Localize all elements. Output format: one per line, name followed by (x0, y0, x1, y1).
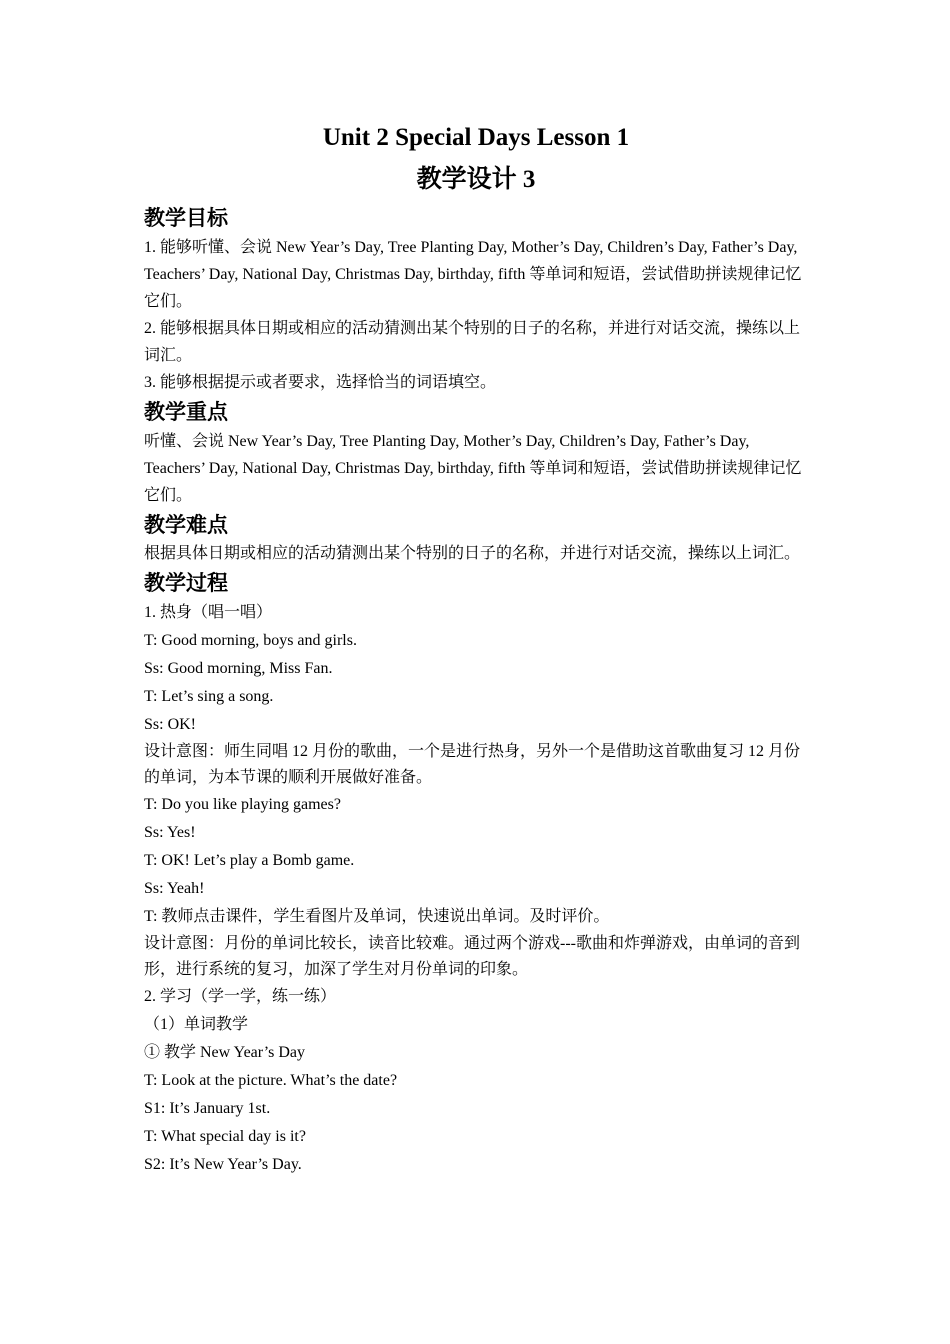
document-title: Unit 2 Special Days Lesson 1 (322, 124, 630, 151)
process-line: （1）单词教学 (144, 1016, 249, 1033)
process-line: Ss: Good morning, Miss Fan. (144, 660, 333, 677)
heading-objectives: 教学目标 (144, 206, 228, 230)
difficulties-text: 根据具体日期或相应的活动猜测出某个特别的日子的名称，并进行对话交流，操练以上词汇。 (144, 545, 801, 562)
key-points-text: 听懂、会说 New Year’s Day, Tree Planting Day, Mother’s Day, Children’s Day, Father’s Day, Teachers’ Day, National Day, Christmas Day, birthday, fifth 等单词和短语，尝试借助拼读规律记忆它们。 (144, 433, 802, 504)
objective-item: 2. 能够根据具体日期或相应的活动猜测出某个特别的日子的名称，并进行对话交流，操练以上词汇。 (144, 320, 801, 364)
heading-key-points: 教学重点 (144, 400, 228, 424)
process-line: 2. 学习（学一学，练一练） (144, 988, 337, 1005)
process-line: T: Let’s sing a song. (144, 688, 274, 705)
objective-item: 1. 能够听懂、会说 New Year’s Day, Tree Planting Day, Mother’s Day, Children’s Day, Father’s Day, Teachers’ Day, National Day, Christmas Day, birthday, fifth 等单词和短语，尝试借助拼读规律记忆它们。 (144, 239, 802, 310)
process-line: T: 教师点击课件，学生看图片及单词，快速说出单词。及时评价。 (144, 908, 610, 925)
document-page (144, 118, 808, 1179)
design-intent: 设计意图：师生同唱 12 月份的歌曲，一个是进行热身，另外一个是借助这首歌曲复习 12 月份的单词，为本节课的顺利开展做好准备。 (144, 743, 801, 786)
heading-difficulties: 教学难点 (144, 513, 228, 537)
process-line: Ss: OK! (144, 716, 197, 733)
process-line: T: OK! Let’s play a Bomb game. (144, 852, 355, 869)
process-line: S2: It’s New Year’s Day. (144, 1156, 302, 1173)
process-line: T: Look at the picture. What’s the date? (144, 1072, 398, 1089)
process-line: T: Good morning, boys and girls. (144, 632, 357, 649)
process-line: Ss: Yeah! (144, 880, 205, 897)
process-line: T: What special day is it? (144, 1128, 306, 1145)
heading-process: 教学过程 (144, 571, 228, 595)
process-line: 1. 热身（唱一唱） (144, 604, 273, 621)
process-line: ① 教学 New Year’s Day (144, 1044, 306, 1061)
document-subtitle: 教学设计 3 (416, 166, 536, 193)
process-line: T: Do you like playing games? (144, 796, 341, 813)
process-line: Ss: Yes! (144, 824, 196, 841)
process-line: S1: It’s January 1st. (144, 1100, 271, 1117)
objective-item: 3. 能够根据提示或者要求，选择恰当的词语填空。 (144, 374, 497, 391)
design-intent: 设计意图：月份的单词比较长，读音比较难。通过两个游戏---歌曲和炸弹游戏，由单词的音到形，进行系统的复习，加深了学生对月份单词的印象。 (144, 935, 800, 978)
